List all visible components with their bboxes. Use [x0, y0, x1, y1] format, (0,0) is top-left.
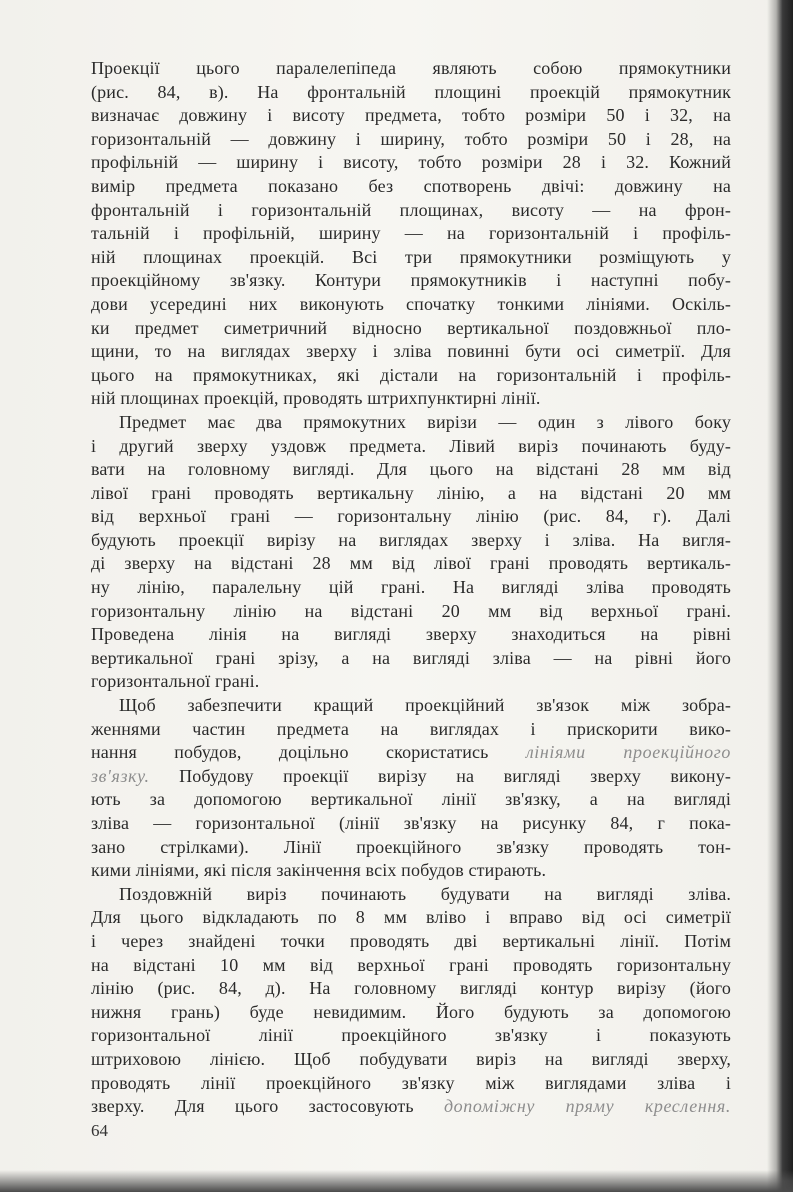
text-line: Щоб забезпечити кращий проекційний зв'язок між зобра-: [119, 695, 731, 716]
text-line: Поздовжній виріз починають будувати на вигляді зліва.: [119, 883, 731, 904]
paragraph-3: [91, 694, 731, 883]
text-line: вертикальної грані зрізу, а на вигляді зліва — на рівні його: [91, 647, 731, 668]
text-line: горизонтальну лінію на відстані 20 мм від верхньої грані.: [91, 600, 731, 621]
text-line: цього на прямокутниках, які дістали на горизонтальній і профіль-: [91, 364, 731, 385]
paragraph-2: [91, 411, 731, 694]
text-line: вимір предмета показано без спотворень двічі: довжину на: [91, 175, 731, 196]
text-line: ну лінію, паралельну цій грані. На вигляді зліва проводять: [91, 577, 731, 598]
page-number: 64: [91, 1121, 108, 1140]
text-line: горизонтальної грані.: [91, 671, 260, 692]
text-line: проводять лінії проекційного зв'язку між виглядами зліва і: [91, 1072, 731, 1093]
text-line: горизонтальної лінії проекційного зв'язку і показують: [91, 1025, 731, 1046]
paragraph-1: [91, 57, 731, 411]
text-line: будують проекції вирізу на виглядах зверху і зліва. На вигля-: [91, 529, 731, 550]
body-text: [91, 57, 731, 1119]
text-line: ють за допомогою вертикальної лінії зв'язку, а на вигляді: [91, 789, 731, 810]
text-segment: зверху. Для цього застосовують: [91, 1096, 444, 1117]
text-segment: нання побудов, доцільно скористатись: [91, 742, 526, 763]
text-line: ді зверху на відстані 28 мм від лівої грані проводять вертикаль-: [91, 553, 731, 574]
text-line: [91, 1095, 731, 1119]
text-line: від верхньої грані — горизонтальну лінію (рис. 84, г). Далі: [91, 506, 731, 527]
text-line: штриховою лінією. Щоб побудувати виріз на вигляді зверху,: [91, 1048, 731, 1069]
text-line: (рис. 84, в). На фронтальній площині проекцій прямокутник: [91, 81, 731, 102]
paragraph-4: [91, 883, 731, 1119]
text-line: нижня грань) буде невидимим. Його будують за допомогою: [91, 1001, 731, 1022]
text-line: [91, 741, 731, 765]
text-line: тальній і профільній, ширину — на горизонтальній і профіль-: [91, 223, 731, 244]
text-line: лівої грані проводять вертикальну лінію, а на відстані 20 мм: [91, 482, 731, 503]
text-line: профільній — ширину і висоту, тобто розміри 28 і 32. Кожний: [91, 152, 731, 173]
text-line: женнями частин предмета на виглядах і прискорити вико-: [91, 718, 731, 739]
text-line: проекційному зв'язку. Контури прямокутників і наступні побу-: [91, 270, 731, 291]
text-line: зано стрілками). Лінії проекційного зв'язку проводять тон-: [91, 836, 731, 857]
text-line: Проведена лінія на вигляді зверху знаходиться на рівні: [91, 624, 731, 645]
text-line: горизонтальній — довжину і ширину, тобто розміри 50 і 28, на: [91, 128, 731, 149]
text-segment: Побудову проекції вирізу на вигляді зверху викону-: [149, 765, 731, 786]
text-line: [91, 765, 731, 789]
text-line: Для цього відкладають по 8 мм вліво і вправо від осі симетрії: [91, 907, 731, 928]
bottom-edge-shadow: [0, 1170, 793, 1192]
text-line: і через знайдені точки проводять дві вертикальні лінії. Потім: [91, 930, 731, 951]
text-line: щини, то на виглядах зверху і зліва повинні бути осі симетрії. Для: [91, 341, 731, 362]
text-line: зліва — горизонтальної (лінії зв'язку на рисунку 84, г пока-: [91, 813, 731, 833]
highlighted-term: допоміжну пряму креслення.: [443, 1096, 732, 1117]
highlighted-term: зв'язку.: [91, 765, 150, 786]
text-line: ки предмет симетричний відносно вертикальної поздовжньої пло-: [91, 317, 731, 338]
text-line: лінію (рис. 84, д). На головному вигляді контур вирізу (його: [91, 978, 731, 999]
text-line: фронтальній і горизонтальній площинах, висоту — на фрон-: [91, 199, 731, 220]
text-line: на відстані 10 мм від верхньої грані проводять горизонтальну: [91, 954, 731, 975]
binding-shadow: [767, 0, 793, 1192]
text-line: Проекції цього паралелепіпеда являють собою прямокутники: [91, 58, 731, 78]
text-line: і другий зверху уздовж предмета. Лівий виріз починають буду-: [91, 435, 731, 456]
highlighted-term: лініями проекційного: [525, 742, 731, 763]
text-line: кими лініями, які після закінчення всіх побудов стирають.: [91, 860, 547, 881]
text-line: ній площинах проекцій. Всі три прямокутники розміщують у: [91, 246, 731, 267]
text-line: вати на головному вигляді. Для цього на відстані 28 мм від: [91, 459, 731, 480]
text-line: дови усередині них виконують спочатку тонкими лініями. Оскіль-: [91, 293, 731, 314]
text-line: визначає довжину і висоту предмета, тобто розміри 50 і 32, на: [91, 105, 731, 126]
text-line: ній площинах проекцій, проводять штрихпунктирні лінії.: [91, 388, 541, 409]
text-line: Предмет має два прямокутних вирізи — один з лівого боку: [119, 411, 731, 432]
